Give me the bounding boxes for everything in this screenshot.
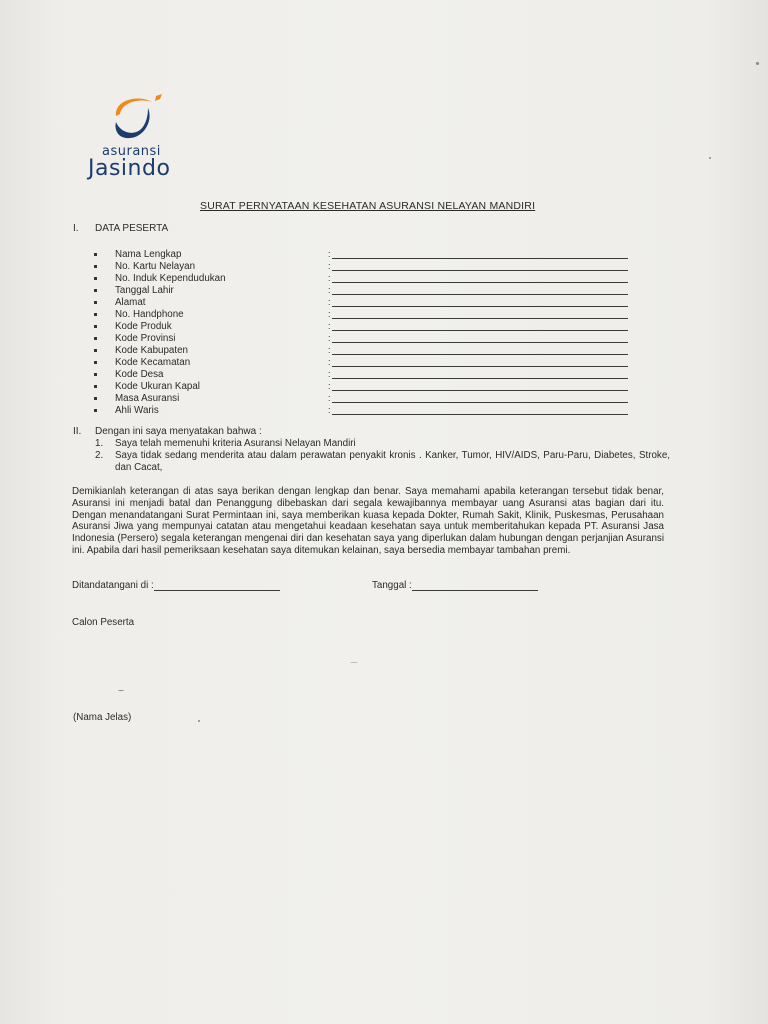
bullet-icon xyxy=(94,301,97,304)
field-colon: : xyxy=(328,285,331,295)
field-label: No. Induk Kependudukan xyxy=(115,273,226,284)
field-input-line[interactable] xyxy=(332,318,628,319)
scan-speck xyxy=(198,720,200,722)
bullet-icon xyxy=(94,325,97,328)
field-label: Masa Asuransi xyxy=(115,393,180,404)
section-1-number: I. xyxy=(73,223,79,234)
bullet-icon xyxy=(94,361,97,364)
declaration-item-number: 2. xyxy=(95,450,104,461)
document-title: SURAT PERNYATAAN KESEHATAN ASURANSI NELAYAN MANDIRI xyxy=(200,200,536,212)
declaration-list xyxy=(95,438,670,474)
participant-field-row xyxy=(92,393,652,405)
scan-speck xyxy=(118,690,124,691)
participant-field-row xyxy=(92,297,652,309)
field-colon: : xyxy=(328,369,331,379)
field-input-line[interactable] xyxy=(332,306,628,307)
jasindo-emblem-icon xyxy=(108,92,168,144)
participant-field-row xyxy=(92,333,652,345)
field-input-line[interactable] xyxy=(332,258,628,259)
field-label: Tanggal Lahir xyxy=(115,285,174,296)
candidate-label: Calon Peserta xyxy=(72,617,135,628)
field-input-line[interactable] xyxy=(332,378,628,379)
bullet-icon xyxy=(94,289,97,292)
field-input-line[interactable] xyxy=(332,390,628,391)
participant-field-row xyxy=(92,357,652,369)
field-colon: : xyxy=(328,321,331,331)
field-input-line[interactable] xyxy=(332,330,628,331)
bullet-icon xyxy=(94,277,97,280)
field-colon: : xyxy=(328,261,331,271)
date-field[interactable] xyxy=(412,580,538,591)
field-colon: : xyxy=(328,381,331,391)
field-colon: : xyxy=(328,333,331,343)
field-label: Nama Lengkap xyxy=(115,249,182,260)
scan-speck xyxy=(756,62,759,65)
field-input-line[interactable] xyxy=(332,354,628,355)
participant-field-row xyxy=(92,345,652,357)
field-label: Alamat xyxy=(115,297,146,308)
bullet-icon xyxy=(94,409,97,412)
section-2-heading: Dengan ini saya menyatakan bahwa : xyxy=(95,426,262,437)
field-label: Kode Produk xyxy=(115,321,172,332)
field-colon: : xyxy=(328,297,331,307)
declaration-item xyxy=(95,450,670,474)
field-label: Kode Provinsi xyxy=(115,333,176,344)
bullet-icon xyxy=(94,313,97,316)
field-label: Kode Kecamatan xyxy=(115,357,191,368)
jasindo-logo xyxy=(88,92,198,187)
field-label: No. Kartu Nelayan xyxy=(115,261,196,272)
field-colon: : xyxy=(328,309,331,319)
logo-text-jasindo: Jasindo xyxy=(88,156,171,181)
bullet-icon xyxy=(94,349,97,352)
scan-speck xyxy=(709,157,711,159)
field-input-line[interactable] xyxy=(332,282,628,283)
bullet-icon xyxy=(94,337,97,340)
field-label: Kode Kabupaten xyxy=(115,345,188,356)
field-colon: : xyxy=(328,249,331,259)
signed-at-field[interactable] xyxy=(154,580,280,591)
participant-field-row xyxy=(92,249,652,261)
bullet-icon xyxy=(94,385,97,388)
participant-field-row xyxy=(92,321,652,333)
participant-field-row xyxy=(92,285,652,297)
field-label: Kode Desa xyxy=(115,369,164,380)
bullet-icon xyxy=(94,265,97,268)
participant-field-row xyxy=(92,381,652,393)
declaration-paragraph: Demikianlah keterangan di atas saya berikan dengan lengkap dan benar. Saya memahami apabila keterangan tersebut tidak benar, Asuransi ini menjadi batal dan Penanggung dibebaskan dari segala kewajibannya membayar uang Asuransi atas bagian dari itu. Dengan menandatangani Surat Permintaan ini, saya memberikan kuasa kepada Dokter, Rumah Sakit, Klinik, Puskesmas, Perusahaan Asuransi Jiwa yang mempunyai catatan atau mengetahui keadaan kesehatan saya untuk memberitahukan kepada PT. Asuransi Jasa Indonesia (Persero) segala keterangan mengenai diri dan kesehatan saya yang diperlukan dalam hubungan dengan perjanjian Asuransi ini. Apabila dari hasil pemeriksaan kesehatan saya ditemukan kelainan, saya bersedia membayar tambahan premi. xyxy=(72,486,664,556)
declaration-item-text: Saya telah memenuhi kriteria Asuransi Nelayan Mandiri xyxy=(115,438,356,449)
section-1-heading: DATA PESERTA xyxy=(95,223,169,234)
field-colon: : xyxy=(328,393,331,403)
signed-at-row xyxy=(72,580,280,591)
field-colon: : xyxy=(328,345,331,355)
declaration-item-text: Saya tidak sedang menderita atau dalam perawatan penyakit kronis . Kanker, Tumor, HIV/AIDS, Paru-Paru, Diabetes, Stroke, dan Cacat, xyxy=(115,450,670,473)
participant-data-fields xyxy=(92,249,652,417)
declaration-item-number: 1. xyxy=(95,438,104,449)
signed-at-label: Ditandatangani di : xyxy=(72,580,154,591)
field-input-line[interactable] xyxy=(332,414,628,415)
participant-field-row xyxy=(92,273,652,285)
bullet-icon xyxy=(94,373,97,376)
field-colon: : xyxy=(328,405,331,415)
date-row xyxy=(372,580,538,591)
section-2-number: II. xyxy=(73,426,82,437)
field-colon: : xyxy=(328,273,331,283)
date-label: Tanggal : xyxy=(372,580,412,591)
bullet-icon xyxy=(94,253,97,256)
field-input-line[interactable] xyxy=(332,366,628,367)
participant-field-row xyxy=(92,405,652,417)
field-input-line[interactable] xyxy=(332,342,628,343)
participant-field-row xyxy=(92,309,652,321)
field-input-line[interactable] xyxy=(332,294,628,295)
participant-field-row xyxy=(92,369,652,381)
logo-text-asuransi: asuransi xyxy=(102,144,161,159)
scan-speck xyxy=(350,662,358,663)
field-label: No. Handphone xyxy=(115,309,184,320)
declaration-item xyxy=(95,438,670,450)
participant-field-row xyxy=(92,261,652,273)
field-input-line[interactable] xyxy=(332,402,628,403)
field-colon: : xyxy=(328,357,331,367)
field-input-line[interactable] xyxy=(332,270,628,271)
bullet-icon xyxy=(94,397,97,400)
field-label: Ahli Waris xyxy=(115,405,159,416)
full-name-label: (Nama Jelas) xyxy=(73,712,132,723)
field-label: Kode Ukuran Kapal xyxy=(115,381,200,392)
